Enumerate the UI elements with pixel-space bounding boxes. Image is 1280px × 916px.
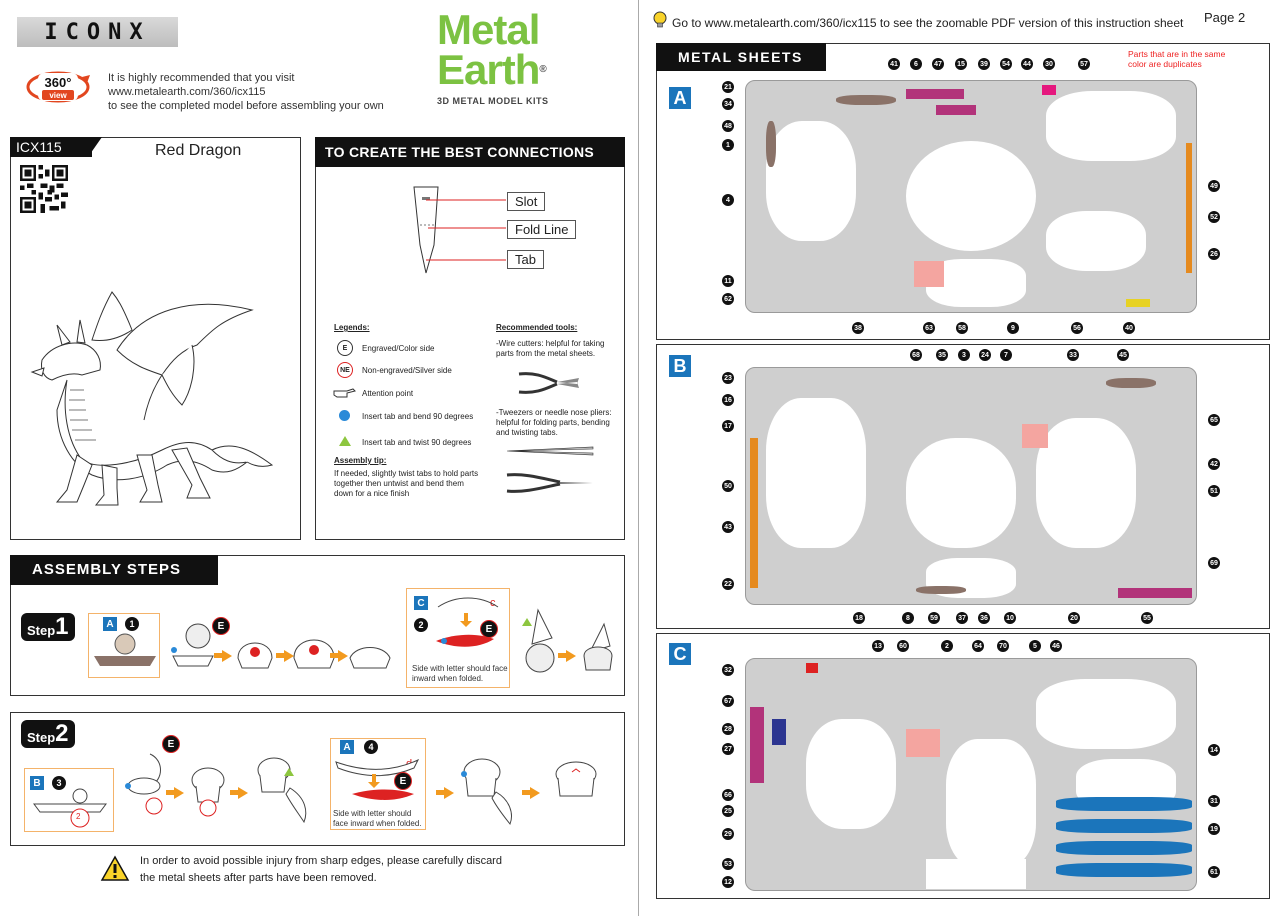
part-callout: 69: [1208, 557, 1220, 569]
part-callout: 7: [1000, 349, 1012, 361]
step1-arrow-1: [222, 650, 232, 662]
step2-arrow-body-3: [436, 790, 444, 795]
part-callout: 55: [1141, 612, 1153, 624]
step1-arrow-4: [566, 650, 576, 662]
step1-inset-side: E: [480, 620, 498, 638]
step2-fold-3: [250, 748, 314, 824]
page-divider: [638, 0, 639, 916]
step2-side-mark: E: [162, 735, 180, 753]
logo-earth: Earth®: [437, 46, 546, 93]
sheet-c-plate: [745, 658, 1197, 891]
legend-non-engraved: Non-engraved/Silver side: [362, 366, 452, 375]
model-code: ICX115: [10, 137, 92, 157]
step2-badge: Step 2: [21, 720, 75, 748]
sheet-a-letter: A: [669, 87, 691, 109]
step2-part-number: 3: [52, 776, 66, 790]
step1-part-shape: [92, 632, 158, 674]
step2-arrow-body-2: [230, 790, 238, 795]
part-callout: 33: [1067, 349, 1079, 361]
tab-slot-diagram: [408, 185, 508, 275]
visit-tip: [108, 71, 384, 113]
step2-arrow-1: [174, 787, 184, 799]
part-callout: 49: [1208, 180, 1220, 192]
badge-top-text: 360°: [44, 75, 72, 90]
step1-sheet: A: [103, 617, 117, 631]
part-callout: 45: [1117, 349, 1129, 361]
step2-part-shape: [30, 788, 110, 830]
sheet-c-letter: C: [669, 643, 691, 665]
step2-inset-side: E: [394, 772, 412, 790]
pointing-hand-icon: [333, 387, 357, 399]
metal-earth-logo: [437, 6, 561, 106]
part-callout: 54: [1000, 58, 1012, 70]
part-callout: 47: [932, 58, 944, 70]
part-callout: 60: [897, 640, 909, 652]
part-callout: 15: [955, 58, 967, 70]
part-callout: 23: [722, 372, 734, 384]
step1-arrow-body-3: [330, 653, 338, 658]
part-callout: 11: [722, 275, 734, 287]
blue-dot-icon: [339, 410, 350, 421]
step2-inset-sheet: A: [340, 740, 354, 754]
green-triangle-icon: [339, 436, 351, 446]
tweezers-icon: [505, 445, 595, 457]
tip-line-2[interactable]: www.metalearth.com/360/icx115: [108, 86, 266, 98]
360-view-icon: [22, 67, 94, 107]
step2-inset-part: 4: [364, 740, 378, 754]
part-callout: 58: [956, 322, 968, 334]
part-callout: 48: [722, 120, 734, 132]
part-callout: 42: [1208, 458, 1220, 470]
slot-label: Slot: [507, 192, 545, 211]
part-callout: 43: [722, 521, 734, 533]
part-callout: 70: [997, 640, 1009, 652]
sheet-b-letter: B: [669, 355, 691, 377]
qr-code-icon[interactable]: [20, 165, 68, 213]
part-callout: 66: [722, 789, 734, 801]
step1-arrow-body-1: [214, 653, 222, 658]
assembly-steps-header: ASSEMBLY STEPS: [10, 555, 218, 585]
duplicates-note: Parts that are in the same color are duplicates: [1128, 49, 1226, 69]
page-number: Page 2: [1204, 10, 1246, 25]
iconx-wordmark: ICONX: [44, 19, 151, 45]
part-callout: 64: [972, 640, 984, 652]
step2-inset-note: Side with letter should face inward when folded.: [333, 809, 422, 828]
logo-subtitle: 3D METAL MODEL KITS: [437, 96, 549, 106]
part-callout: 46: [1050, 640, 1062, 652]
part-callout: 3: [958, 349, 970, 361]
part-callout: 14: [1208, 744, 1220, 756]
model-tag-corner: [88, 137, 102, 157]
step2-arrow-body-4: [522, 790, 530, 795]
metal-sheets-header: METAL SHEETS: [656, 43, 826, 71]
part-callout: 16: [722, 394, 734, 406]
assembly-tip-title: Assembly tip:: [334, 456, 387, 465]
part-callout: 29: [722, 828, 734, 840]
step1-fold-3: [290, 624, 338, 674]
part-callout: 59: [928, 612, 940, 624]
legend-blue: Insert tab and bend 90 degrees: [362, 412, 474, 421]
step1-arrow-body-2: [276, 653, 284, 658]
part-callout: 5: [1029, 640, 1041, 652]
step2-assembled: [546, 756, 602, 812]
step2-arrow-3: [444, 787, 454, 799]
step1-badge: Step 1: [21, 613, 75, 641]
part-callout: 52: [1208, 211, 1220, 223]
step1-inset-part: 2: [414, 618, 428, 632]
legends-title: Legends:: [334, 323, 370, 332]
tool-pliers: -Tweezers or needle nose pliers: helpful for folding parts, bending and twisting tabs.: [496, 408, 612, 437]
step1-arrow-body-4: [558, 653, 566, 658]
part-callout: 12: [722, 876, 734, 888]
part-callout: 19: [1208, 823, 1220, 835]
part-callout: 20: [1068, 612, 1080, 624]
part-callout: 6: [910, 58, 922, 70]
step2-fold-4: [456, 748, 518, 826]
part-callout: 62: [722, 293, 734, 305]
step2-arrow-2: [238, 787, 248, 799]
part-callout: 38: [852, 322, 864, 334]
part-callout: 61: [1208, 866, 1220, 878]
part-callout: 13: [872, 640, 884, 652]
step1-assembled-1: [518, 608, 560, 680]
part-callout: 36: [978, 612, 990, 624]
part-callout: 2: [941, 640, 953, 652]
part-callout: 25: [722, 805, 734, 817]
part-callout: 40: [1123, 322, 1135, 334]
step1-part-number: 1: [125, 617, 139, 631]
part-callout: 26: [1208, 248, 1220, 260]
step2-sheet: B: [30, 776, 44, 790]
step2-arrow-4: [530, 787, 540, 799]
part-callout: 4: [722, 194, 734, 206]
step1-inset-note: Side with letter should face inward when folded.: [412, 664, 508, 683]
warning-line-2: the metal sheets after parts have been removed.: [140, 872, 377, 884]
step1-fold-1: [168, 620, 218, 672]
part-callout: 35: [936, 349, 948, 361]
part-callout: 34: [722, 98, 734, 110]
part-callout: 56: [1071, 322, 1083, 334]
part-callout: 67: [722, 695, 734, 707]
part-callout: 22: [722, 578, 734, 590]
step2-arrow-body-1: [166, 790, 174, 795]
wire-cutters-icon: [517, 368, 581, 398]
connections-header: TO CREATE THE BEST CONNECTIONS: [315, 137, 625, 167]
part-callout: 32: [722, 664, 734, 676]
part-callout: 10: [1004, 612, 1016, 624]
part-callout: 50: [722, 480, 734, 492]
part-callout: 57: [1078, 58, 1090, 70]
tool-wire-cutters: -Wire cutters: helpful for taking parts from the metal sheets.: [496, 339, 605, 358]
part-callout: 68: [910, 349, 922, 361]
step1-assembled-2: [578, 622, 618, 678]
badge-bottom-text: view: [49, 91, 67, 100]
part-callout: 1: [722, 139, 734, 151]
step1-fold-2: [232, 628, 278, 674]
part-callout: 44: [1021, 58, 1033, 70]
part-callout: 9: [1007, 322, 1019, 334]
lightbulb-icon: [653, 11, 667, 29]
part-callout: 28: [722, 723, 734, 735]
part-callout: 65: [1208, 414, 1220, 426]
tip-line-1: It is highly recommended that you visit: [108, 72, 295, 84]
needle-nose-pliers-icon: [505, 471, 595, 495]
part-callout: 8: [902, 612, 914, 624]
tab-label: Tab: [507, 250, 544, 269]
part-callout: 39: [978, 58, 990, 70]
part-callout: 27: [722, 743, 734, 755]
part-callout: 53: [722, 858, 734, 870]
step1-inset-letter: c: [490, 597, 496, 609]
tools-title: Recommended tools:: [496, 323, 578, 332]
part-callout: 17: [722, 420, 734, 432]
part-callout: 30: [1043, 58, 1055, 70]
step1-inset-sheet: C: [414, 596, 428, 610]
legend-green: Insert tab and twist 90 degrees: [362, 438, 472, 447]
engraved-icon: E: [337, 340, 353, 356]
step1-side-mark: E: [212, 617, 230, 635]
iconx-logo: [17, 17, 178, 47]
safety-warning: [140, 853, 502, 887]
non-engraved-icon: NE: [337, 362, 353, 378]
red-dragon-illustration: [22, 290, 292, 520]
step1-fold-4: [346, 634, 394, 674]
part-callout: 31: [1208, 795, 1220, 807]
sheet-a-plate: [745, 80, 1197, 313]
tip-line-3: to see the completed model before assembling your own: [108, 100, 384, 112]
assembly-tip-body: If needed, slightly twist tabs to hold parts together then untwist and bend them down for a nice finish: [334, 469, 479, 498]
part-callout: 21: [722, 81, 734, 93]
legend-engraved: Engraved/Color side: [362, 344, 435, 353]
legend-attention: Attention point: [362, 389, 414, 398]
fold-line-label: Fold Line: [507, 220, 576, 239]
part-callout: 41: [888, 58, 900, 70]
step2-fold-2: [186, 756, 230, 818]
warning-icon: [100, 855, 130, 882]
warning-line-1: In order to avoid possible injury from sharp edges, please carefully discard: [140, 855, 502, 867]
logo-metal: Metal: [437, 6, 540, 53]
part-callout: 37: [956, 612, 968, 624]
step2-sub-part: 2: [76, 812, 81, 821]
model-name: Red Dragon: [155, 142, 242, 159]
sheet-b-plate: [745, 367, 1197, 605]
zoomable-pdf-link[interactable]: Go to www.metalearth.com/360/icx115 to see the zoomable PDF version of this instruction sheet: [672, 16, 1184, 30]
part-callout: 18: [853, 612, 865, 624]
part-callout: 63: [923, 322, 935, 334]
part-callout: 24: [979, 349, 991, 361]
part-callout: 51: [1208, 485, 1220, 497]
step2-fold-1: [120, 750, 170, 820]
